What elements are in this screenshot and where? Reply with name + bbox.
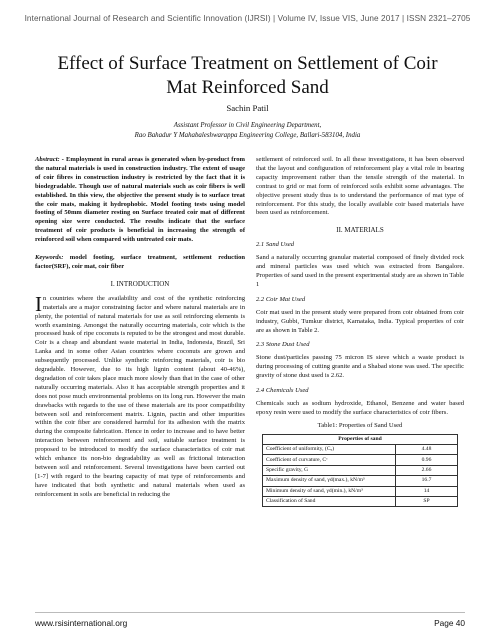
affiliation-line-1: Assistant Professor in Civil Engineering Department,: [173, 122, 322, 129]
chemicals-text: Chemicals such as sodium hydroxide, Ethanol, Benzene and water based epoxy resin were used to modify the surface characteristics of coir fibers.: [256, 399, 464, 416]
table-cell-value: SP: [396, 496, 458, 506]
footer-website-link[interactable]: www.rsisinternational.org: [35, 618, 128, 628]
materials-heading: II. MATERIALS: [336, 226, 384, 235]
coir-mat-text: Coir mat used in the present study were prepared from coir obtained from coir industry, Gubbi, Tumkur district, Karnataka, India. Typical properties of coir are as shown in Table 2.: [256, 308, 464, 334]
abstract-label: Abstract: -: [35, 156, 64, 163]
keywords-label: Keywords:: [35, 254, 64, 262]
sand-properties-table: [262, 434, 458, 508]
intro-continued-paragraph: settlement of reinforced soil. In all these investigations, it has been observed that the layout and configuration of reinforcement play a vital role in bearing capacity improvement rather than the tensile strength of the material. In contrast to grid or mat form of reinforced soils exhibit some advantages. The objective present study thus is to understand the performance of mat type of reinforcement. For this study, the locally available coir based materials have been used as reinforcement.: [256, 156, 464, 217]
table-cell-value: 4.48: [396, 445, 458, 455]
author-name: Sachin Patil: [226, 103, 269, 113]
table-cell-property: Coefficient of curvature, Cᶜ: [263, 455, 396, 465]
table-cell-property: Classification of Sand: [263, 496, 396, 506]
table-cell-value: 0.96: [396, 455, 458, 465]
table-cell-value: 2.66: [396, 465, 458, 475]
intro-paragraph: In countries where the availability and cost of the synthetic reinforcing materials are a major constraining factor and where natural materials are in plenty, the potential of natural materials for use as soil reinforcing elements is worth examining. Amongst the naturally occurring materials, coir which is the processed husk of ripe coconuts is reputed to be the strongest and most durable. Coir is a cheap and abundant waste material in India, Indonesia, Brazil, Sri Lanka and in some other Asian countries where coconuts are grown and subsequently processed. Unlike synthetic reinforcing materials, coir is bio degradable. However, due to its high lignin content (about 40-46%), degradation of coir takes place much more slowly than that in the case of other naturally occurring materials. Also it has acceptable strength properties and it does not pose much environmental problems on its long run. However the main drawbacks with regards to the use of these materials are its poor compatibility between soil and reinforcement matrix. Lignin, pactin and other impurities within the coir fiber are considered harmful for its adhesion with the matrix during the composite fabrication. Hence in order to increase and to have better interaction between reinforcement and soil, suitable surface treatment is proposed to be introduced to modify the surface characteristics of coir mat which enhance its non-bio degradability as well as frictional interaction between soil and reinforcement. Several investigations have been carried out [1-7] with regard to the bearing capacity of mat type of reinforcements and have indicated that both synthetic and natural materials when used as reinforcement in soils are beneficial in reducing the: [35, 291, 245, 498]
keywords-text: model footing, surface treatment, settlement reduction factor(SRF), coir mat, coir fiber: [35, 254, 245, 270]
left-column: [35, 156, 245, 500]
table-row: [263, 445, 458, 455]
table-cell-property: Minimum density of sand, γd(min.), kN/m³: [263, 486, 396, 496]
keywords: [35, 254, 245, 272]
coir-mat-heading: 2.2 Coir Mat Used: [256, 295, 306, 303]
sand-used-text: Sand a naturally occurring granular material composed of finely divided rock and mineral particles was used which was extracted from Bangalore. Properties of sand used in the present experimental study are as shown in Table 1: [256, 254, 464, 288]
table1-caption: Table1: Properties of Sand Used: [317, 421, 403, 429]
table-cell-property: Maximum density of sand, γd(max.), kN/m³: [263, 476, 396, 486]
table-row: [263, 465, 458, 475]
stone-dust-text: Stone dust/particles passing 75 micron IS sieve which a waste product is during processing of cutting granite and a Shabad stone was used. The specific gravity of stone dust used is 2.62.: [256, 354, 464, 380]
author-affiliation: [0, 121, 495, 141]
affiliation-line-2: Rao Bahadur Y Mahabaleshwarappa Engineering College, Ballari-583104, India: [134, 132, 361, 139]
table-cell-value: 14: [396, 486, 458, 496]
page-number: Page 40: [434, 618, 465, 628]
table-header: Properties of sand: [263, 434, 458, 444]
intro-heading: I. INTRODUCTION: [110, 279, 170, 288]
abstract-text: Employment in rural areas is generated when by-product from the natural materials is used in construction industry. The extent of usage of coir fibres in construction industry is restricted by the fact that it is biodegradable. Though use of natural materials such as coir fibers is well established. In this view, the objective the present study is to surface treat the coir mats, making it hydrophobic. Model footing tests using model footing of 50mm diameter resting on Surface treated coir mat of different opening size were conducted. The results indicate that the surface treatment of coir products is beneficial in increasing the strength of reinforced soil when compared with untreated coir mats.: [35, 156, 245, 244]
right-column: [256, 156, 464, 507]
stone-dust-heading: 2.3 Stone Dust Used: [256, 341, 310, 349]
sand-used-heading: 2.1 Sand Used: [256, 241, 295, 249]
table-cell-property: Coefficient of uniformity, (Cᵤ): [263, 445, 396, 455]
table-row: [263, 476, 458, 486]
footer-divider: [35, 612, 465, 613]
abstract: [35, 156, 245, 245]
journal-header: International Journal of Research and Scientific Innovation (IJRSI) | Volume IV, Issue VIS, June 2017 | ISSN 2321–2705: [24, 14, 471, 23]
table-cell-value: 16.7: [396, 476, 458, 486]
paper-title: Effect of Surface Treatment on Settlement of Coir Mat Reinforced Sand: [57, 53, 438, 98]
table-row: [263, 455, 458, 465]
table-row: [263, 496, 458, 506]
table-cell-property: Specific gravity, G: [263, 465, 396, 475]
table-row: [263, 486, 458, 496]
chemicals-heading: 2.4 Chemicals Used: [256, 387, 309, 395]
table-header-row: [263, 434, 458, 444]
